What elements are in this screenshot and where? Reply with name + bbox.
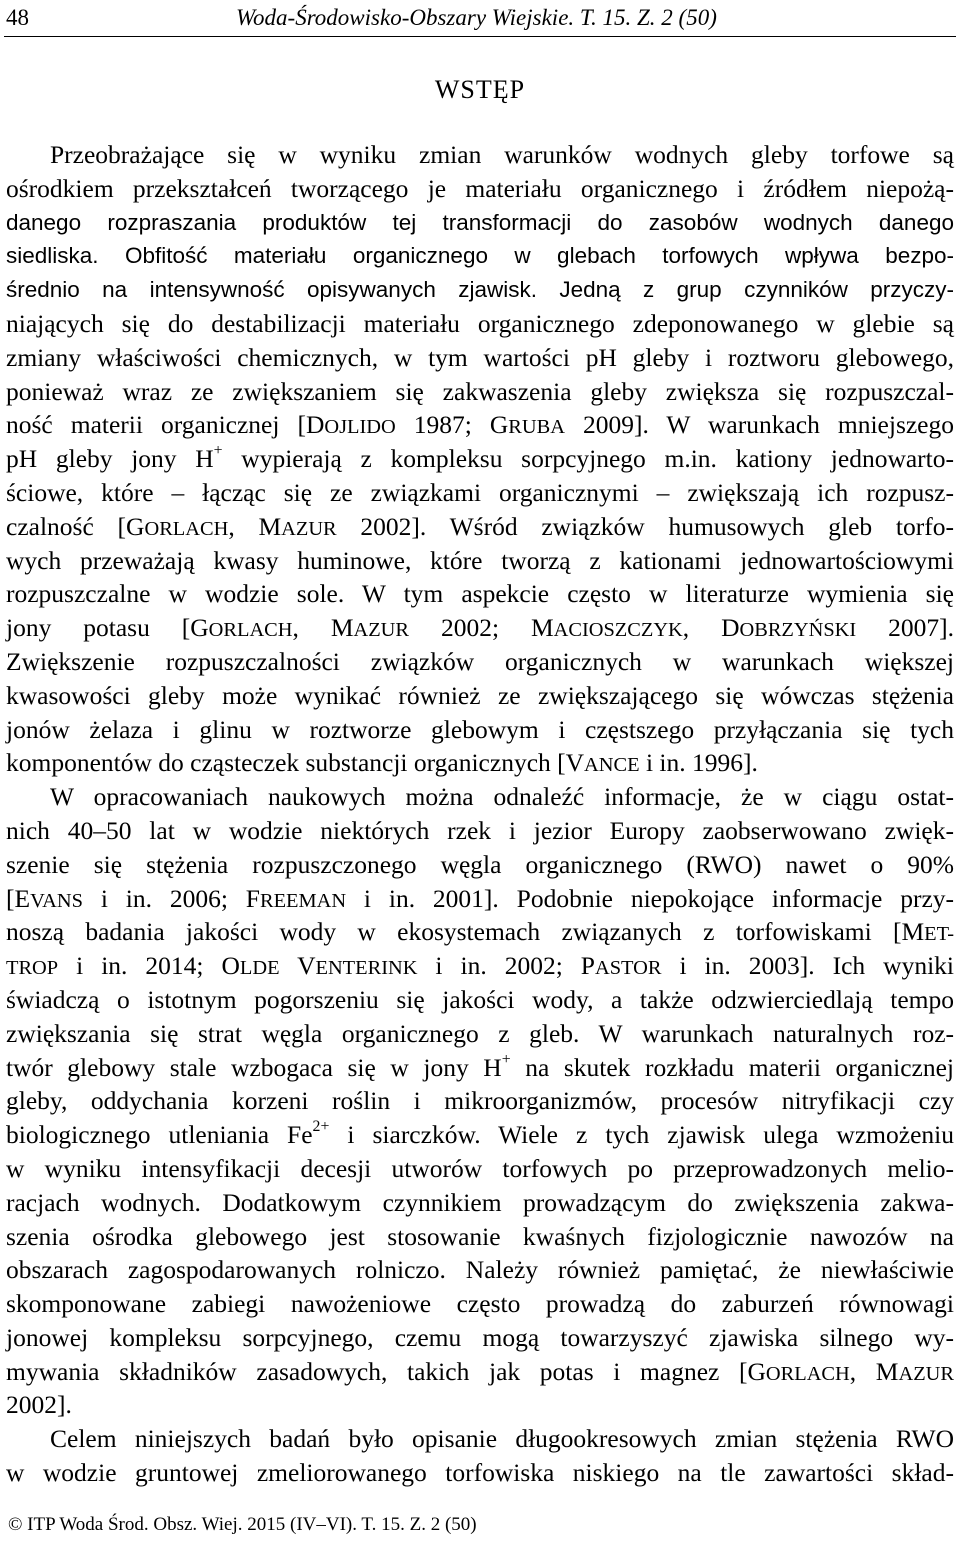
running-header [4, 2, 956, 37]
text-line: w wodzie gruntowej zmeliorowanego torfowiska niskiego na tle zawartości skład- [6, 1458, 954, 1488]
text-line: kwasowości gleby może wynikać również ze zwiększającego się wówczas stężenia [6, 680, 954, 710]
text-line: ponieważ wraz ze zwiększaniem się zakwaszenia gleby zwiększa się rozpuszczal- [6, 376, 954, 406]
text-line: [EVANS i in. 2006; FREEMAN i in. 2001]. Podobnie niepokojące informacje przy- [6, 883, 954, 913]
text-line: zmiany właściwości chemicznych, w tym wartości pH gleby i roztworu glebowego, [6, 342, 954, 372]
text-line: racjach wodnych. Dodatkowym czynnikiem prowadzącym do zwiększenia zakwa- [6, 1187, 954, 1217]
text-line: komponentów do cząsteczek substancji organicznych [VANCE i in. 1996]. [6, 748, 758, 778]
text-line: TROP i in. 2014; OLDE VENTERINK i in. 2002; PASTOR i in. 2003]. Ich wyniki [6, 951, 954, 981]
text-line: Przeobrażające się w wyniku zmian warunków wodnych gleby torfowe są [50, 140, 954, 169]
text-line: danego rozpraszania produktów tej transformacji do zasobów wodnych danego [6, 209, 954, 235]
section-heading: WSTĘP [434, 75, 526, 104]
page-number: 48 [6, 5, 29, 30]
body-text [6, 138, 954, 1490]
text-line: obszarach zagospodarowanych rolniczo. Należy również pamiętać, że niewłaściwie [6, 1255, 954, 1285]
text-line: jonów żelaza i glinu w roztworze glebowym i częstszego przyłączania się tych [6, 714, 954, 744]
text-line: nich 40–50 lat w wodzie niektórych rzek i jezior Europy zaobserwowano zwięk- [6, 815, 954, 845]
text-line: 2002]. [6, 1390, 72, 1420]
text-line: noszą badania jakości wody w ekosystemach związanych z torfowiskami [MET- [6, 917, 954, 947]
text-line: W opracowaniach naukowych można odnaleźć informacje, że w ciągu ostat- [50, 782, 954, 812]
text-line: rozpuszczalne w wodzie sole. W tym aspekcie często w literaturze wymienia się [6, 579, 954, 609]
text-line: mywania składników zasadowych, takich jak potas i magnez [GORLACH, MAZUR [6, 1356, 954, 1386]
text-line: w wyniku intensyfikacji decesji utworów torfowych po przeprowadzonych melio- [6, 1153, 954, 1183]
text-line: pH gleby jony H+ wypierają z kompleksu sorpcyjnego m.in. kationy jednowarto- [6, 442, 954, 474]
text-line: twór glebowy stale wzbogaca się w jony H+ na skutek rozkładu materii organicznej [6, 1050, 955, 1082]
text-line: skomponowane zabiegi nawożeniowe często prowadzą do zaburzeń równowagi [6, 1289, 954, 1319]
text-line: czalność [GORLACH, MAZUR 2002]. Wśród związków humusowych gleb torfo- [6, 511, 954, 541]
copyright-footer: © ITP Woda Środ. Obsz. Wiej. 2015 (IV–VI). T. 15. Z. 2 (50) [8, 1514, 477, 1535]
text-line: świadczą o istotnym pogorszeniu się jakości wody, a także odzwierciedlają tempo [6, 984, 954, 1014]
text-line: średnio na intensywność opisywanych zjawisk. Jedną z grup czynników przyczy- [6, 277, 954, 303]
text-line: ność materii organicznej [DOJLIDO 1987; GRUBA 2009]. W warunkach mniejszego [6, 410, 954, 440]
text-line: biologicznego utleniania $Fe^{2+}$ i siarczków. Wiele z tych zjawisk ulega wzmożeniu [6, 1118, 954, 1150]
text-line: jony potasu [GORLACH, MAZUR 2002; MACIOSZCZYK, DOBRZYŃSKI 2007]. [6, 613, 954, 643]
text-line: zwiększania się strat węgla organicznego z gleb. W warunkach naturalnych roz- [6, 1018, 954, 1048]
text-line: wych przeważają kwasy huminowe, które tworzą z kationami jednowartościowymi [6, 545, 954, 575]
text-line: niających się do destabilizacji materiału organicznego zdeponowanego w glebie są [6, 308, 954, 338]
text-line: Celem niniejszych badań było opisanie długookresowych zmian stężenia RWO [50, 1424, 954, 1454]
text-line: siedliska. Obfitość materiału organicznego w glebach torfowych wpływa bezpo- [6, 243, 954, 269]
journal-title: Woda-Środowisko-Obszary Wiejskie. T. 15. Z. 2 (50) [236, 5, 717, 30]
text-line: ściowe, które – łącząc się ze związkami organicznymi – zwiększają ich rozpusz- [6, 477, 954, 507]
text-line: jonowej kompleksu sorpcyjnego, czemu mogą towarzyszyć zjawiska silnego wy- [6, 1322, 954, 1352]
text-line: szenia ośrodka glebowego jest stosowanie kwaśnych fizjologicznie nawozów na [6, 1221, 954, 1251]
text-line: szenie się stężenia rozpuszczonego węgla organicznego (RWO) nawet o 90% [6, 849, 954, 879]
text-line: ośrodkiem przekształceń tworzącego je materiału organicznego i źródłem niepożą- [6, 173, 954, 203]
text-line: Zwiększenie rozpuszczalności związków organicznych w warunkach większej [6, 646, 954, 676]
text-line: gleby, oddychania korzeni roślin i mikroorganizmów, procesów nitryfikacji czy [6, 1086, 954, 1116]
